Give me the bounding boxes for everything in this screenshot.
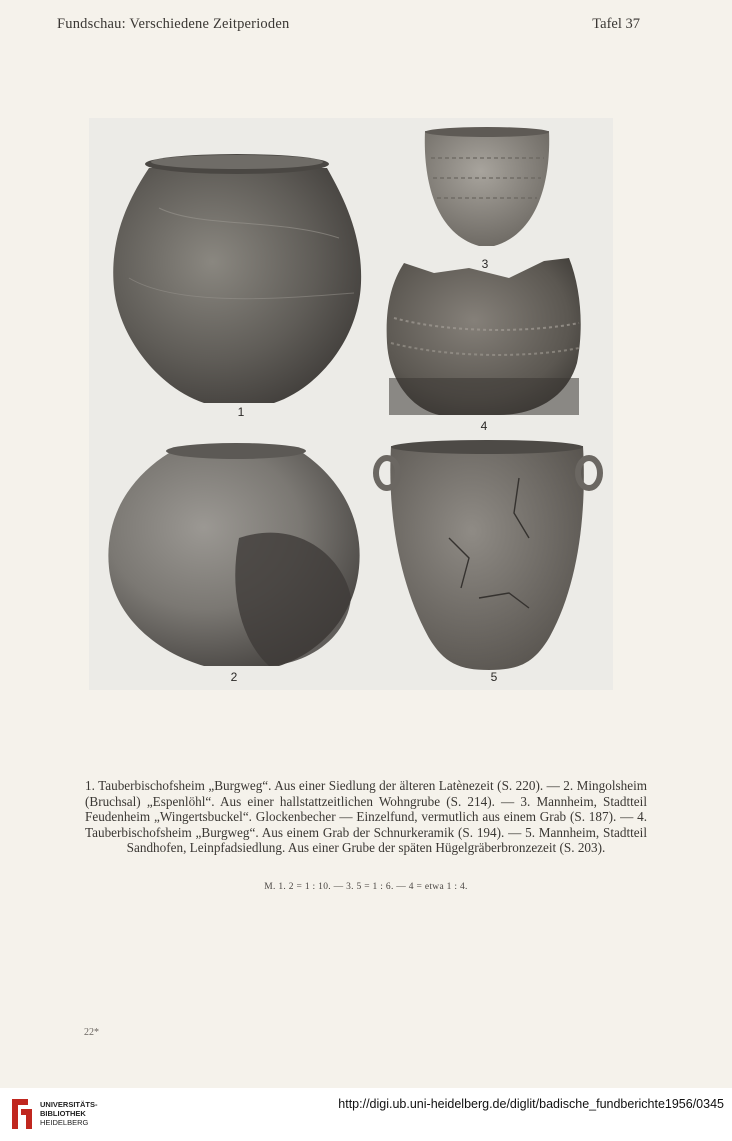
library-logo-icon[interactable]	[8, 1095, 36, 1133]
library-name: UNIVERSITÄTS- BIBLIOTHEK HEIDELBERG	[40, 1100, 98, 1127]
label-1: 1	[237, 405, 245, 419]
running-header: Fundschau: Verschiedene Zeitperioden	[57, 16, 290, 32]
viewer-footer	[0, 1088, 732, 1141]
plate-number: Tafel 37	[592, 16, 640, 32]
vessel-2	[108, 443, 359, 666]
scale-note: M. 1. 2 = 1 : 10. — 3. 5 = 1 : 6. — 4 = etwa 1 : 4.	[264, 882, 468, 892]
vessel-4	[387, 258, 581, 415]
permalink[interactable]: http://digi.ub.uni-heidelberg.de/diglit/badische_fundberichte1956/0345	[338, 1097, 724, 1111]
photo-plate	[89, 118, 613, 690]
plate-caption: 1. Tauberbischofsheim „Burgweg“. Aus einer Siedlung der älteren Latènezeit (S. 220). — 2. Mingolsheim (Bruchsal) „Espenlöhl“. Aus einer hallstattzeitlichen Wohngrube (S. 214). — 3. Mannheim, Stadtteil Feudenheim „Wingertsbuckel“. Glockenbecher — Einzelfund, vermutlich aus einem Grab (S. 187). — 4. Tauberbischofsheim „Burgweg“. Aus einem Grab der Schnurkeramik (S. 194). — 5. Mannheim, Stadtteil Sandhofen, Leinpfadsiedlung. Aus einer Grube der späten Hügelgräberbronzezeit (S. 203).	[85, 778, 647, 856]
label-2: 2	[230, 670, 238, 684]
page-number: 22*	[84, 1027, 99, 1038]
pottery-photograph	[89, 118, 613, 690]
label-3: 3	[481, 257, 489, 271]
label-5: 5	[490, 670, 498, 684]
vessel-1	[113, 154, 361, 403]
label-4: 4	[480, 419, 488, 433]
